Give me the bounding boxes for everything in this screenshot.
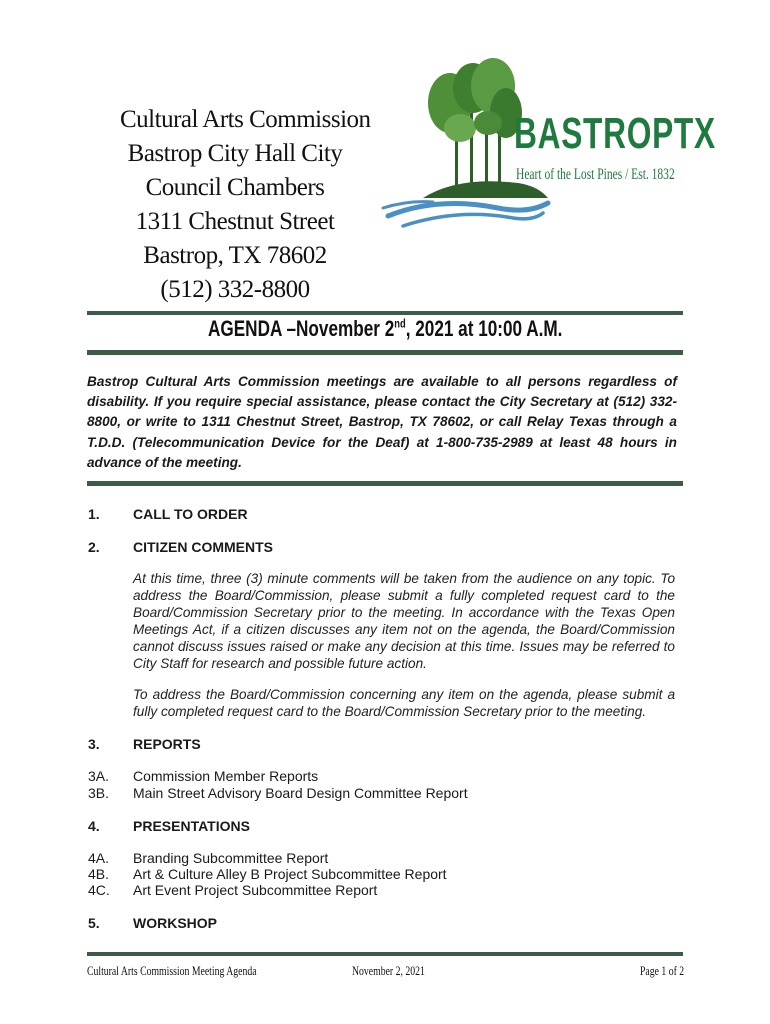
item-number: 5. xyxy=(88,915,100,931)
footer-document-title: Cultural Arts Commission Meeting Agenda xyxy=(87,963,257,978)
agenda-title-suffix: , 2021 at 10:00 A.M. xyxy=(405,316,563,341)
agenda-title-prefix: AGENDA –November 2 xyxy=(207,316,395,341)
item-number: 3. xyxy=(88,736,100,752)
logo-tagline: Heart of the Lost Pines / Est. 1832 xyxy=(516,166,675,183)
venue-line-1: Bastrop City Hall City xyxy=(127,140,343,167)
river-waves-icon xyxy=(383,202,548,226)
subitem-number: 4A. xyxy=(88,850,110,866)
subitem-number: 3B. xyxy=(88,785,110,801)
divider-rule xyxy=(87,481,683,486)
city-state-zip: Bastrop, TX 78602 xyxy=(143,242,327,269)
subitem-number: 3A. xyxy=(88,768,110,784)
item-heading-citizen-comments: CITIZEN COMMENTS xyxy=(133,539,273,555)
footer-date: November 2, 2021 xyxy=(352,963,425,978)
agenda-title-ordinal: nd xyxy=(394,316,406,331)
subitem-commission-member-reports: Commission Member Reports xyxy=(133,768,319,784)
pine-trees-icon xyxy=(428,58,522,193)
item-heading-presentations: PRESENTATIONS xyxy=(133,818,250,834)
item-number: 4. xyxy=(88,818,100,834)
subitem-number: 4B. xyxy=(88,866,110,882)
subitem-number: 4C. xyxy=(88,882,110,898)
agenda-request-paragraph: To address the Board/Commission concerning any item on the agenda, please submit a fully completed request card to the Board/Commission Secretary prior to the meeting. xyxy=(133,687,675,719)
subitem-alley-b-report: Art & Culture Alley B Project Subcommittee Report xyxy=(133,866,447,882)
phone-number: (512) 332-8800 xyxy=(160,276,310,303)
subitem-main-street-report: Main Street Advisory Board Design Committee Report xyxy=(133,785,468,801)
accessibility-notice: Bastrop Cultural Arts Commission meetings are available to all persons regardless of disability. If you require special assistance, please contact the City Secretary at (512) 332-8800, or write to 1311 Chestnut Street, Bastrop, TX 78602, or call Relay Texas through a T.D.D. (Telecommunication Device for the Deaf) at 1-800-735-2989 at least 48 hours in advance of the meeting. xyxy=(87,374,677,470)
footer-page-number: Page 1 of 2 xyxy=(640,963,685,978)
street-address: 1311 Chestnut Street xyxy=(135,208,335,235)
commission-name: Cultural Arts Commission xyxy=(120,106,371,133)
item-number: 2. xyxy=(88,539,100,555)
agenda-title xyxy=(0,316,770,342)
item-heading-workshop: WORKSHOP xyxy=(133,915,217,931)
venue-line-2: Council Chambers xyxy=(145,174,325,201)
item-number: 1. xyxy=(88,506,100,522)
divider-rule xyxy=(87,350,683,355)
citizen-comments-paragraph: At this time, three (3) minute comments will be taken from the audience on any topic. To address the Board/Commission, please submit a fully completed request card to the Board/Commission Secretary prior to the meeting. In accordance with the Texas Open Meetings Act, if a citizen discusses any item not on the agenda, the Board/Commission cannot discuss issues raised or make any decision at this time. Issues may be referred to City Staff for research and possible future action. xyxy=(133,571,675,671)
logo-wordmark: BASTROPTX xyxy=(514,109,716,158)
item-heading-reports: REPORTS xyxy=(133,736,201,752)
divider-rule xyxy=(87,311,683,315)
item-heading-call-to-order: CALL TO ORDER xyxy=(133,506,248,522)
divider-rule xyxy=(87,952,683,956)
subitem-art-event-report: Art Event Project Subcommittee Report xyxy=(133,882,378,898)
header-address-block xyxy=(120,103,371,307)
subitem-branding-report: Branding Subcommittee Report xyxy=(133,850,329,866)
